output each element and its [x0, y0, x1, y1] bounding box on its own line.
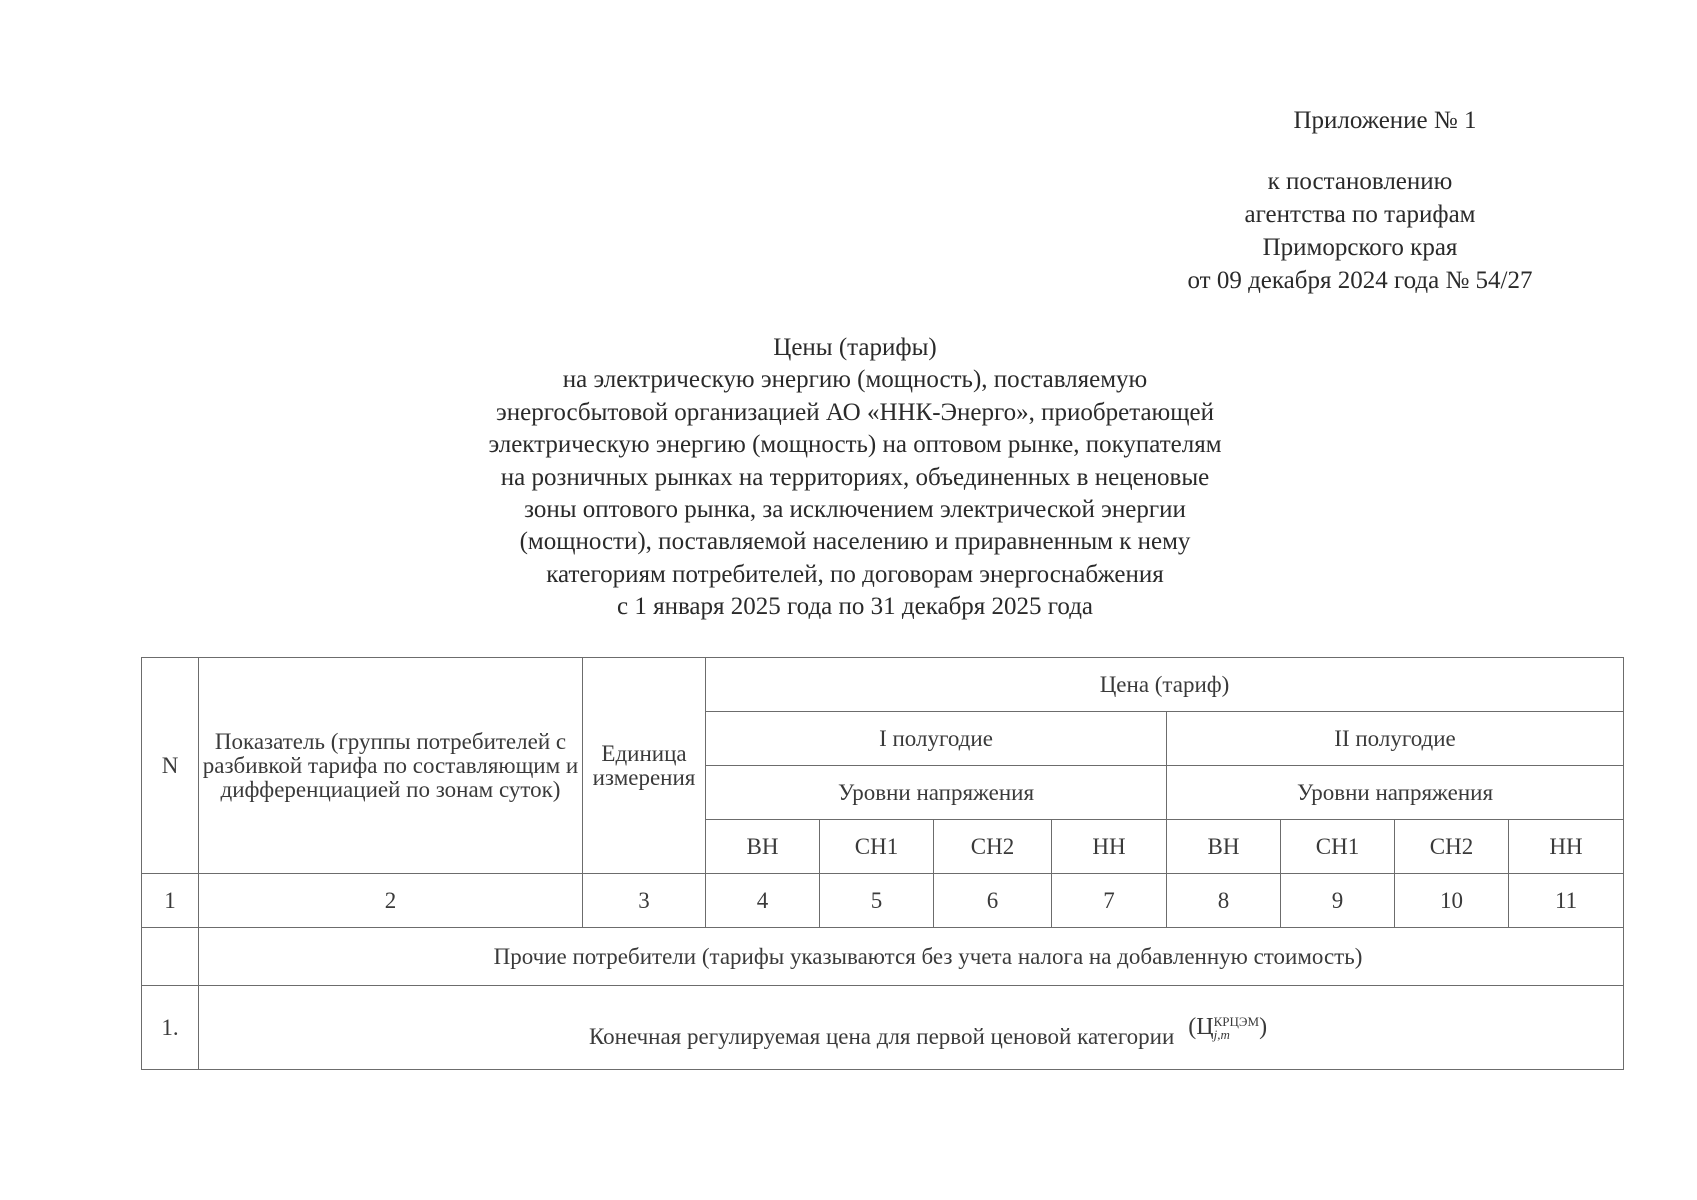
title-line: на электрическую энергию (мощность), поставляемую	[562, 366, 1148, 394]
title-line: (мощности), поставляемой населению и приравненным к нему	[519, 528, 1191, 556]
appendix-number: Приложение № 1	[1293, 107, 1477, 134]
header-indicator: Показатель (группы потребителей с разбивкой тарифа по составляющим и дифференциацией по зонам суток)	[199, 658, 583, 874]
title-line: категориям потребителей, по договорам энергоснабжения	[546, 560, 1164, 588]
header-half-2: II полугодие	[1167, 712, 1624, 766]
title-line: энергосбытовой организацией АО «ННК-Энерго», приобретающей	[496, 398, 1214, 426]
voltage-level-cell: СН2	[1395, 820, 1509, 874]
title-line: электрическую энергию (мощность) на оптовом рынке, покупателям	[488, 431, 1222, 459]
title-heading: Цены (тарифы)	[773, 334, 937, 361]
appendix-line: Приморского края	[1262, 234, 1458, 261]
appendix-line: к постановлению	[1267, 168, 1453, 195]
table-row	[142, 986, 1624, 1070]
column-number-cell: 9	[1281, 874, 1395, 928]
column-number-cell: 7	[1052, 874, 1167, 928]
document-title	[400, 332, 1310, 624]
tariff-table	[141, 657, 1624, 1070]
appendix-block	[1100, 104, 1620, 297]
header-voltage-1: Уровни напряжения	[706, 766, 1167, 820]
formula-subscript: j,m	[1213, 1026, 1230, 1042]
column-number-cell: 11	[1509, 874, 1624, 928]
appendix-line: агентства по тарифам	[1244, 201, 1476, 228]
voltage-level-cell: СН2	[934, 820, 1052, 874]
section-num-cell	[142, 928, 199, 986]
appendix-line: от 09 декабря 2024 года № 54/27	[1187, 267, 1533, 294]
section-row	[142, 928, 1624, 986]
voltage-level-cell: СН1	[820, 820, 934, 874]
voltage-level-cell: ВН	[1167, 820, 1281, 874]
header-n: N	[142, 658, 199, 874]
formula-base: Ц	[1196, 1013, 1214, 1040]
title-line: зоны оптового рынка, за исключением электрической энергии	[524, 496, 1186, 524]
section-label: Прочие потребители (тарифы указываются без учета налога на добавленную стоимость)	[199, 928, 1624, 986]
column-number-cell: 5	[820, 874, 934, 928]
voltage-level-cell: НН	[1509, 820, 1624, 874]
row-number: 1.	[142, 986, 199, 1070]
row-label-cell	[199, 986, 1624, 1070]
column-number-cell: 1	[142, 874, 199, 928]
voltage-level-cell: СН1	[1281, 820, 1395, 874]
header-half-1: I полугодие	[706, 712, 1167, 766]
voltage-level-cell: НН	[1052, 820, 1167, 874]
row-label: Конечная регулируемая цена для первой ценовой категории	[588, 1023, 1175, 1049]
title-line: на розничных рынках на территориях, объединенных в неценовые	[500, 463, 1210, 491]
column-number-cell: 3	[583, 874, 706, 928]
header-voltage-2: Уровни напряжения	[1167, 766, 1624, 820]
voltage-level-cell: ВН	[706, 820, 820, 874]
column-number-cell: 8	[1167, 874, 1281, 928]
header-price: Цена (тариф)	[706, 658, 1624, 712]
formula-superscript: КРЦЭМ	[1213, 1013, 1260, 1029]
title-line: с 1 января 2025 года по 31 декабря 2025 года	[616, 593, 1094, 621]
price-formula: (ЦКРЦЭМ j,m )	[1188, 1013, 1268, 1042]
header-unit: Единица измерения	[583, 658, 706, 874]
column-number-row	[142, 874, 1624, 928]
column-number-cell: 10	[1395, 874, 1509, 928]
column-number-cell: 4	[706, 874, 820, 928]
column-number-cell: 6	[934, 874, 1052, 928]
column-number-cell: 2	[199, 874, 583, 928]
